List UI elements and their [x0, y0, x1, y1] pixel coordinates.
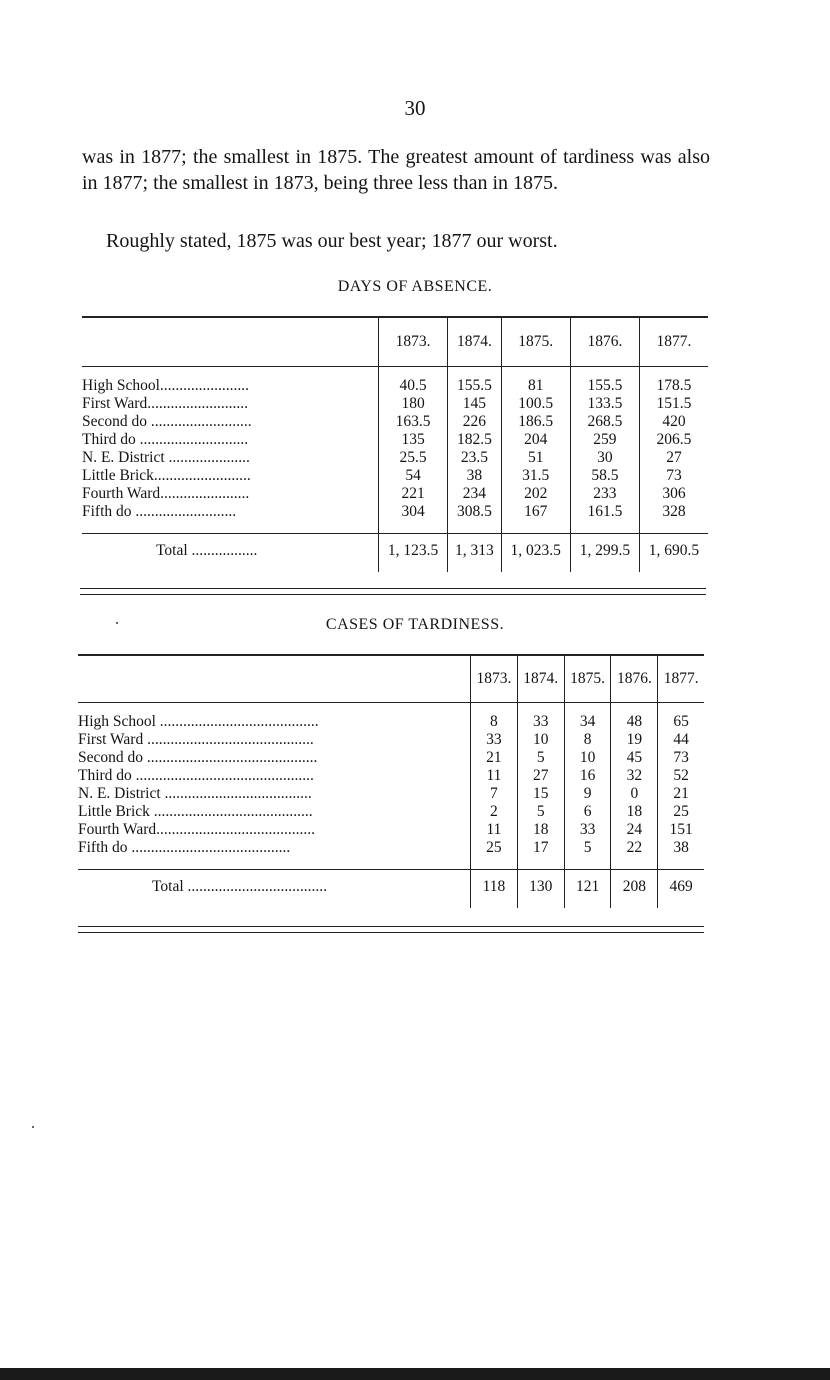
- table-header-row: [82, 318, 708, 367]
- speck-mark: [32, 1126, 34, 1128]
- table-cell: 25: [658, 803, 704, 821]
- row-label: Fifth do ..........................: [82, 503, 237, 520]
- year-header: 1875.: [564, 656, 611, 703]
- table-cell: 19: [611, 731, 658, 749]
- table-row: [82, 503, 708, 534]
- table-cell: 24: [611, 821, 658, 839]
- table-cell: 2: [471, 803, 518, 821]
- table-cell: 33: [471, 731, 518, 749]
- row-label: Third do ..............................................: [78, 767, 314, 784]
- paragraph-1: was in 1877; the smallest in 1875. The greatest amount of tardiness was also in 1877; the smallest in 1873, being three less than in 1875.: [82, 146, 710, 194]
- year-header: 1877.: [658, 656, 704, 703]
- year-header: 1876.: [570, 318, 639, 367]
- table-row: [82, 467, 708, 485]
- table-cell: 135: [379, 431, 448, 449]
- table-cell: 52: [658, 767, 704, 785]
- table-cell: 6: [564, 803, 611, 821]
- table-cell: 234: [448, 485, 502, 503]
- table-cell: 304: [379, 503, 448, 534]
- table-cell: 31.5: [501, 467, 570, 485]
- table-cell: 30: [570, 449, 639, 467]
- row-label: Little Brick.........................: [82, 467, 251, 484]
- table-cell: 226: [448, 413, 502, 431]
- table-row: [82, 367, 708, 395]
- table-cell: 151: [658, 821, 704, 839]
- table-row: [82, 395, 708, 413]
- table-cell: 306: [639, 485, 708, 503]
- table-cell: 45: [611, 749, 658, 767]
- table-cell: 178.5: [639, 367, 708, 395]
- table-cell: 51: [501, 449, 570, 467]
- scan-bottom-edge: [0, 1368, 830, 1380]
- table-cell: 11: [471, 767, 518, 785]
- table-row: [78, 839, 704, 870]
- row-label: Second do ............................................: [78, 749, 318, 766]
- total-cell: 208: [611, 870, 658, 908]
- total-cell: 121: [564, 870, 611, 908]
- total-cell: 469: [658, 870, 704, 908]
- table-cell: 44: [658, 731, 704, 749]
- table-cell: 27: [517, 767, 564, 785]
- cases-of-tardiness-table: [78, 654, 704, 908]
- table-cell: 202: [501, 485, 570, 503]
- table-cell: 145: [448, 395, 502, 413]
- table-cell: 11: [471, 821, 518, 839]
- year-header: 1875.: [501, 318, 570, 367]
- table-cell: 15: [517, 785, 564, 803]
- total-cell: 1, 123.5: [379, 534, 448, 572]
- table-cell: 73: [639, 467, 708, 485]
- table-cell: 9: [564, 785, 611, 803]
- table-cell: 16: [564, 767, 611, 785]
- speck-mark: [116, 622, 118, 624]
- table-cell: 221: [379, 485, 448, 503]
- table-cell: 7: [471, 785, 518, 803]
- tardiness-table-title: CASES OF TARDINESS.: [325, 616, 505, 633]
- table-cell: 27: [639, 449, 708, 467]
- table-cell: 17: [517, 839, 564, 870]
- table-cell: 48: [611, 703, 658, 731]
- row-label: N. E. District .....................: [82, 449, 250, 466]
- table-cell: 155.5: [570, 367, 639, 395]
- table-cell: 155.5: [448, 367, 502, 395]
- year-header: 1874.: [517, 656, 564, 703]
- table-cell: 268.5: [570, 413, 639, 431]
- row-label: Little Brick .........................................: [78, 803, 313, 820]
- table-cell: 167: [501, 503, 570, 534]
- total-cell: 1, 313: [448, 534, 502, 572]
- absence-table-title: DAYS OF ABSENCE.: [337, 278, 493, 295]
- row-label: Fourth Ward.........................................: [78, 821, 315, 838]
- table-cell: 21: [471, 749, 518, 767]
- table-cell: 206.5: [639, 431, 708, 449]
- table-cell: 58.5: [570, 467, 639, 485]
- header-label-cell: [78, 656, 471, 703]
- table-cell: 328: [639, 503, 708, 534]
- row-label: Fifth do .........................................: [78, 839, 291, 856]
- table-cell: 65: [658, 703, 704, 731]
- table-row: [78, 731, 704, 749]
- table-cell: 54: [379, 467, 448, 485]
- row-label: Fourth Ward.......................: [82, 485, 250, 502]
- table-cell: 8: [564, 731, 611, 749]
- total-cell: 1, 299.5: [570, 534, 639, 572]
- table-cell: 5: [564, 839, 611, 870]
- table-cell: 133.5: [570, 395, 639, 413]
- table-cell: 25: [471, 839, 518, 870]
- table-cell: 73: [658, 749, 704, 767]
- table-row: [78, 767, 704, 785]
- table-row: [78, 821, 704, 839]
- table-cell: 38: [448, 467, 502, 485]
- table-cell: 32: [611, 767, 658, 785]
- total-cell: 130: [517, 870, 564, 908]
- table-cell: 25.5: [379, 449, 448, 467]
- total-label: Total .................: [156, 542, 258, 559]
- table-cell: 204: [501, 431, 570, 449]
- table-row: [82, 413, 708, 431]
- table-cell: 0: [611, 785, 658, 803]
- table-cell: 100.5: [501, 395, 570, 413]
- table-row: [78, 749, 704, 767]
- row-label: High School .........................................: [78, 713, 319, 730]
- table-cell: 180: [379, 395, 448, 413]
- table-cell: 186.5: [501, 413, 570, 431]
- total-row: [78, 870, 704, 908]
- year-header: 1873.: [471, 656, 518, 703]
- row-label: High School.......................: [82, 377, 250, 394]
- table-cell: 5: [517, 803, 564, 821]
- table-row: [78, 803, 704, 821]
- year-header: 1877.: [639, 318, 708, 367]
- header-label-cell: [82, 318, 379, 367]
- table-row: [78, 785, 704, 803]
- total-cell: 1, 023.5: [501, 534, 570, 572]
- table-cell: 259: [570, 431, 639, 449]
- days-of-absence-table: [82, 316, 708, 572]
- table-cell: 18: [517, 821, 564, 839]
- table-cell: 163.5: [379, 413, 448, 431]
- table-row: [82, 449, 708, 467]
- table-cell: 38: [658, 839, 704, 870]
- table-cell: 182.5: [448, 431, 502, 449]
- table-cell: 34: [564, 703, 611, 731]
- table-cell: 161.5: [570, 503, 639, 534]
- year-header: 1873.: [379, 318, 448, 367]
- row-label: First Ward..........................: [82, 395, 248, 412]
- table-cell: 420: [639, 413, 708, 431]
- table-cell: 8: [471, 703, 518, 731]
- table-cell: 151.5: [639, 395, 708, 413]
- paragraph-2: Roughly stated, 1875 was our best year; 1877 our worst.: [106, 230, 558, 252]
- table-cell: 233: [570, 485, 639, 503]
- table-cell: 81: [501, 367, 570, 395]
- table-cell: 22: [611, 839, 658, 870]
- tardiness-table-double-rule: [78, 926, 704, 933]
- table-cell: 18: [611, 803, 658, 821]
- total-label: Total ....................................: [152, 878, 328, 895]
- table-cell: 21: [658, 785, 704, 803]
- table-row: [82, 431, 708, 449]
- absence-table-double-rule: [80, 588, 706, 595]
- row-label: Third do ............................: [82, 431, 249, 448]
- table-cell: 33: [564, 821, 611, 839]
- table-cell: 33: [517, 703, 564, 731]
- table-cell: 10: [517, 731, 564, 749]
- row-label: N. E. District ......................................: [78, 785, 312, 802]
- row-label: First Ward ...........................................: [78, 731, 314, 748]
- page-number: 30: [404, 96, 426, 120]
- table-row: [78, 703, 704, 731]
- year-header: 1876.: [611, 656, 658, 703]
- table-cell: 23.5: [448, 449, 502, 467]
- table-cell: 5: [517, 749, 564, 767]
- table-cell: 308.5: [448, 503, 502, 534]
- year-header: 1874.: [448, 318, 502, 367]
- total-cell: 1, 690.5: [639, 534, 708, 572]
- table-row: [82, 485, 708, 503]
- table-header-row: [78, 656, 704, 703]
- table-cell: 40.5: [379, 367, 448, 395]
- total-row: [82, 534, 708, 572]
- total-cell: 118: [471, 870, 518, 908]
- row-label: Second do ..........................: [82, 413, 252, 430]
- table-cell: 10: [564, 749, 611, 767]
